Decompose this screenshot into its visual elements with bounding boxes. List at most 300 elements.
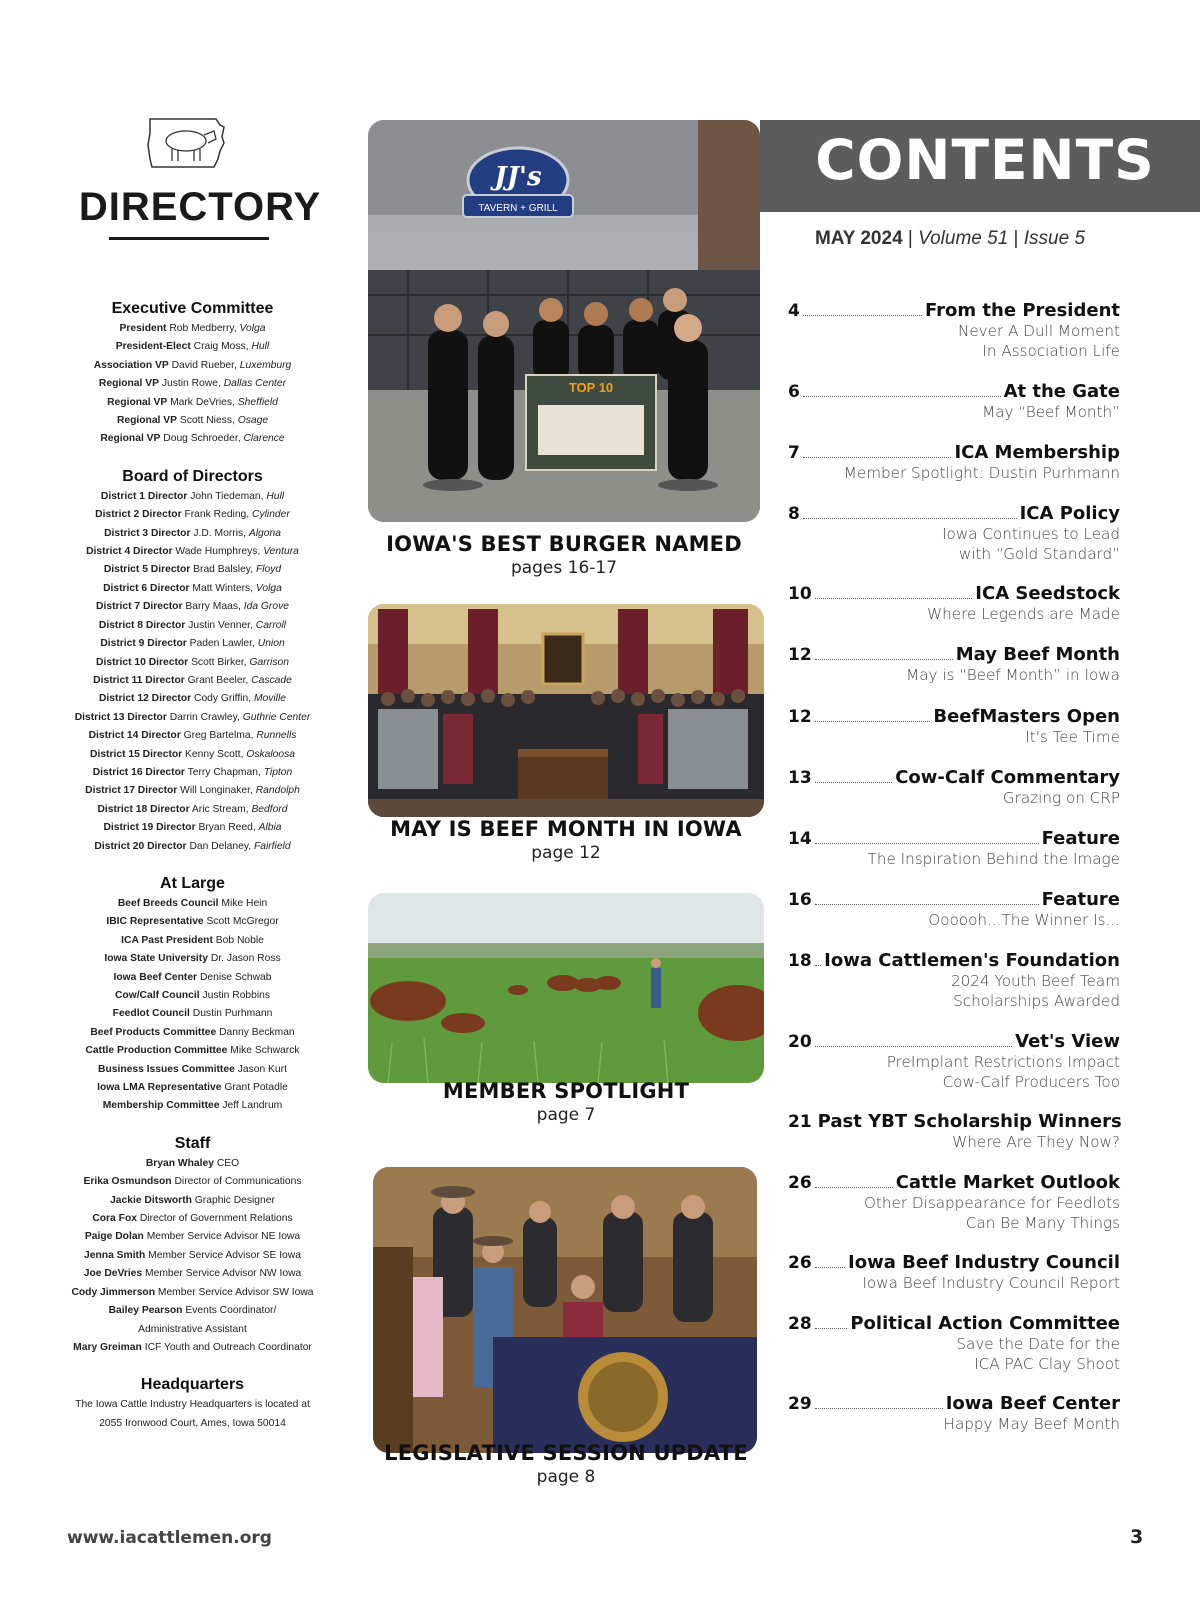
toc-leader-dots	[815, 965, 821, 966]
entry-name: Scott McGregor	[206, 916, 279, 928]
toc-entry-line	[788, 1111, 1120, 1132]
entry-name: David Rueber,	[171, 359, 237, 371]
directory-section-heading: Executive Committee	[111, 300, 274, 317]
entry-role: District 13 Director	[74, 711, 167, 723]
toc-leader-dots	[815, 782, 893, 783]
directory-entry	[60, 430, 325, 448]
entry-role: District 16 Director	[92, 766, 185, 778]
feature-caption-burger	[364, 532, 764, 578]
toc-leader-dots	[815, 843, 1039, 844]
entry-role: Feedlot Council	[112, 1008, 190, 1020]
entry-role: Jenna Smith	[84, 1249, 146, 1261]
entry-name: Member Service Advisor NW Iowa	[145, 1268, 302, 1280]
directory-entry	[60, 1192, 325, 1210]
footer-url[interactable]: www.iacattlemen.org	[67, 1528, 272, 1548]
entry-name: Aric Stream,	[191, 803, 249, 815]
toc-entry[interactable]	[788, 1252, 1120, 1293]
toc-subtitle: Member Spotlight: Dustin Purhmann	[843, 464, 1120, 482]
feature-pages: pages 16-17	[510, 558, 618, 578]
entry-town: Volga	[255, 582, 282, 594]
directory-entry	[60, 801, 325, 819]
toc-page-number: 12	[788, 707, 812, 727]
toc-leader-dots	[815, 1046, 1012, 1047]
entry-role: Jackie Ditsworth	[110, 1194, 192, 1206]
toc-subtitle: Save the Date for the	[956, 1335, 1120, 1353]
toc-entry-line	[788, 442, 1120, 463]
issue-line	[800, 228, 1100, 250]
entry-town: Algona	[248, 527, 281, 539]
toc-entry-line	[788, 644, 1120, 665]
toc-leader-dots	[815, 1187, 893, 1188]
toc-entry[interactable]	[788, 1172, 1120, 1233]
toc-subtitle: The Inspiration Behind the Image	[867, 850, 1120, 868]
toc-entry-line	[788, 1313, 1120, 1334]
toc-title: ICA Membership	[954, 442, 1120, 463]
entry-role: District 1 Director	[100, 490, 188, 502]
legislative-session-photo	[373, 1167, 757, 1453]
directory-entry	[60, 1321, 325, 1339]
toc-entry-line	[788, 950, 1120, 971]
entry-name: Director of Communications	[174, 1176, 302, 1188]
toc-entry-line	[788, 381, 1120, 402]
entry-role: District 8 Director	[98, 619, 186, 631]
directory-entry	[60, 672, 325, 690]
toc-page-number: 29	[788, 1394, 812, 1414]
toc-title: Past YBT Scholarship Winners	[817, 1111, 1122, 1132]
directory-list	[60, 298, 325, 1450]
toc-page-number: 18	[788, 951, 812, 971]
directory-entry	[60, 709, 325, 727]
entry-role: Regional VP	[116, 415, 178, 427]
entry-name: Dr. Jason Ross	[210, 953, 281, 965]
entry-name: Terry Chapman,	[187, 766, 261, 778]
toc-entry-line	[788, 1031, 1120, 1052]
entry-role: Joe DeVries	[83, 1268, 143, 1280]
entry-town: Randolph	[255, 785, 300, 797]
toc-entry[interactable]	[788, 583, 1120, 624]
toc-entry-line	[788, 828, 1120, 849]
entry-role: District 15 Director	[90, 748, 183, 760]
svg-text:JJ's: JJ's	[494, 162, 542, 192]
toc-title: Cattle Market Outlook	[895, 1172, 1120, 1193]
toc-title: From the President	[925, 300, 1120, 321]
toc-subtitle: Cow-Calf Producers Too	[942, 1073, 1120, 1091]
directory-section	[60, 873, 325, 1116]
toc-subtitle: Happy May Beef Month	[943, 1415, 1120, 1433]
toc-subtitle: Scholarships Awarded	[953, 992, 1120, 1010]
jjs-sign	[463, 148, 573, 217]
directory-entry	[60, 727, 325, 745]
directory-entry	[60, 819, 325, 837]
entry-name: Paden Lawler,	[189, 638, 255, 650]
entry-name: Bob Noble	[215, 934, 264, 946]
directory-entry	[60, 635, 325, 653]
directory-entry	[60, 375, 325, 393]
toc-entry-line	[788, 503, 1120, 524]
entry-name: Bryan Reed,	[198, 822, 256, 834]
toc-subtitle: ICA PAC Clay Shoot	[974, 1355, 1120, 1373]
entry-name: J.D. Morris,	[193, 527, 246, 539]
toc-entry[interactable]	[788, 828, 1120, 869]
directory-entry	[60, 1005, 325, 1023]
directory-entry	[60, 1339, 325, 1357]
entry-name: Scott Birker,	[191, 656, 247, 668]
entry-town: Hull	[251, 341, 270, 353]
toc-subtitle: May “Beef Month”	[982, 403, 1120, 421]
directory-entry	[60, 987, 325, 1005]
directory-entry	[60, 617, 325, 635]
entry-role: District 2 Director	[95, 509, 182, 521]
member-spotlight-photo	[368, 893, 764, 1083]
toc-title: ICA Policy	[1019, 503, 1120, 524]
toc-leader-dots	[815, 659, 953, 660]
headquarters-section	[60, 1374, 325, 1433]
directory-entry	[60, 525, 325, 543]
entry-town: Union	[257, 638, 285, 650]
entry-role: District 6 Director	[103, 582, 190, 594]
headquarters-text: The Iowa Cattle Industry Headquarters is located at	[75, 1399, 310, 1411]
entry-town: Ventura	[263, 546, 299, 558]
entry-name: CEO	[216, 1157, 240, 1169]
directory-entry	[60, 913, 325, 931]
entry-name: Mike Schwarck	[230, 1045, 300, 1057]
entry-role: Erika Osmundson	[83, 1176, 172, 1188]
issue-separator: |	[1008, 228, 1024, 249]
entry-name: Grant Beeler,	[187, 674, 249, 686]
directory-entry	[60, 838, 325, 856]
toc-title: Iowa Beef Industry Council	[848, 1252, 1120, 1273]
entry-town: Guthrie Center	[242, 711, 311, 723]
directory-entry	[60, 746, 325, 764]
toc-entry-line	[788, 583, 1120, 604]
entry-role: Iowa Beef Center	[113, 971, 198, 983]
entry-name: Denise Schwab	[199, 971, 272, 983]
toc-entry[interactable]	[788, 889, 1120, 930]
entry-name: Scott Niess,	[179, 415, 235, 427]
entry-role: ICA Past President	[121, 934, 213, 946]
directory-entry	[60, 969, 325, 987]
directory-entry	[60, 950, 325, 968]
toc-title: BeefMasters Open	[933, 706, 1120, 727]
toc-entry[interactable]	[788, 503, 1120, 564]
entry-name: Dustin Purhmann	[192, 1008, 273, 1020]
entry-name: Mark DeVries,	[170, 396, 235, 408]
issue-number: Issue 5	[1023, 228, 1086, 249]
directory-entry	[60, 764, 325, 782]
entry-role: District 7 Director	[96, 601, 183, 613]
directory-entry	[60, 1024, 325, 1042]
toc-entry-line	[788, 767, 1120, 788]
directory-entry	[60, 1042, 325, 1060]
toc-entry-line	[788, 1172, 1120, 1193]
toc-leader-dots	[803, 457, 952, 458]
beef-month-photo	[368, 604, 764, 817]
entry-role: District 14 Director	[88, 730, 181, 742]
entry-town: Runnells	[256, 730, 297, 742]
entry-role: Beef Breeds Council	[117, 897, 219, 909]
toc-entry[interactable]	[788, 1313, 1120, 1374]
toc-page-number: 16	[788, 890, 812, 910]
entry-town: Cylinder	[252, 509, 290, 521]
toc-entry[interactable]	[788, 706, 1120, 747]
toc-title: Political Action Committee	[850, 1313, 1120, 1334]
issue-month: MAY 2024	[814, 228, 903, 249]
toc-page-number: 10	[788, 584, 812, 604]
entry-name: Justin Venner,	[188, 619, 253, 631]
entry-name: Director of Government Relations	[139, 1213, 293, 1225]
directory-entry	[60, 782, 325, 800]
directory-entry	[60, 1173, 325, 1191]
entry-town: Ida Grove	[243, 601, 289, 613]
entry-name: John Tiedeman,	[190, 490, 264, 502]
toc-subtitle: Other Disappearance for Feedlots	[863, 1194, 1120, 1212]
toc-subtitle: with “Gold Standard”	[958, 545, 1120, 563]
svg-text:TOP 10: TOP 10	[568, 380, 614, 395]
entry-role: District 17 Director	[85, 785, 178, 797]
entry-town: Floyd	[255, 564, 282, 576]
toc-subtitle: Iowa Beef Industry Council Report	[862, 1274, 1120, 1292]
toc-title: Iowa Cattlemen's Foundation	[824, 950, 1120, 971]
toc-subtitle: Iowa Continues to Lead	[942, 525, 1120, 543]
entry-role: Iowa LMA Representative	[97, 1082, 222, 1094]
toc-subtitle: May is “Beef Month” in Iowa	[906, 666, 1120, 684]
feature-title: MAY IS BEEF MONTH IN IOWA	[390, 817, 742, 841]
feature-pages: page 12	[531, 843, 601, 863]
toc-subtitle: It's Tee Time	[1025, 728, 1120, 746]
directory-entry	[60, 1097, 325, 1115]
entry-name: Matt Winters,	[192, 582, 254, 594]
toc-entry[interactable]	[788, 950, 1120, 1011]
burger-winner-photo	[368, 120, 760, 522]
directory-entry	[60, 932, 325, 950]
toc-page-number: 6	[788, 382, 800, 402]
entry-role: District 20 Director	[94, 840, 187, 852]
toc-page-number: 13	[788, 768, 812, 788]
directory-entry	[60, 1079, 325, 1097]
toc-entry[interactable]	[788, 300, 1120, 361]
entry-role: Mary Greiman	[73, 1341, 142, 1353]
directory-entry	[60, 1061, 325, 1079]
entry-town: Carroll	[255, 619, 287, 631]
toc-title: ICA Seedstock	[975, 583, 1120, 604]
toc-leader-dots	[803, 396, 1001, 397]
toc-subtitle: Oooooh...The Winner Is...	[928, 911, 1120, 929]
entry-name: Kenny Scott,	[185, 748, 244, 760]
entry-role: Regional VP	[100, 433, 161, 445]
toc-entry[interactable]	[788, 644, 1120, 685]
toc-subtitle: In Association Life	[982, 342, 1120, 360]
directory-entry	[60, 690, 325, 708]
toc-subtitle: Grazing on CRP	[1002, 789, 1120, 807]
directory-section	[60, 466, 325, 856]
svg-text:TAVERN + GRILL: TAVERN + GRILL	[478, 203, 558, 214]
entry-role: District 18 Director	[97, 803, 190, 815]
entry-name: Danny Beckman	[219, 1026, 295, 1038]
toc-page-number: 20	[788, 1032, 812, 1052]
entry-name: Brad Balsley,	[193, 564, 254, 576]
toc-page-number: 7	[788, 443, 800, 463]
entry-role: District 9 Director	[100, 638, 187, 650]
entry-town: Sheffield	[237, 396, 278, 408]
directory-entry	[60, 1302, 325, 1320]
entry-name: Administrative Assistant	[138, 1323, 247, 1335]
entry-name: Cody Griffin,	[194, 693, 252, 705]
entry-name: Member Service Advisor SW Iowa	[157, 1286, 314, 1298]
directory-entry	[60, 1247, 325, 1265]
feature-title: MEMBER SPOTLIGHT	[442, 1079, 690, 1103]
entry-town: Fairfield	[253, 840, 291, 852]
toc-page-number: 26	[788, 1253, 812, 1273]
toc-leader-dots	[815, 1408, 943, 1409]
toc-leader-dots	[803, 518, 1017, 519]
directory-entry	[60, 543, 325, 561]
iowa-cow-logo	[146, 115, 226, 171]
toc-page-number: 14	[788, 829, 812, 849]
entry-name: Grant Potadle	[224, 1082, 288, 1094]
entry-name: Justin Robbins	[202, 990, 271, 1001]
toc-entry-line	[788, 889, 1120, 910]
directory-entry	[60, 320, 325, 338]
entry-role: Cattle Production Committee	[85, 1045, 228, 1057]
directory-entry	[60, 394, 325, 412]
directory-entry	[60, 580, 325, 598]
feature-pages: page 8	[536, 1467, 596, 1487]
toc-entry[interactable]	[788, 1031, 1120, 1092]
toc-title: Feature	[1041, 889, 1120, 910]
directory-entry	[60, 1210, 325, 1228]
entry-name: Greg Bartelma,	[183, 730, 254, 742]
entry-name: Member Service Advisor SE Iowa	[148, 1249, 301, 1261]
toc-entry[interactable]	[788, 767, 1120, 808]
directory-title: DIRECTORY	[78, 185, 322, 229]
directory-entry	[60, 1155, 325, 1173]
toc-page-number: 4	[788, 301, 800, 321]
feature-caption-spotlight	[366, 1079, 766, 1125]
entry-role: Membership Committee	[102, 1100, 220, 1112]
toc-leader-dots	[815, 598, 973, 599]
entry-role: District 11 Director	[93, 674, 185, 686]
entry-role: Bryan Whaley	[145, 1157, 214, 1169]
entry-role: Cody Jimmerson	[71, 1286, 155, 1298]
entry-role: District 3 Director	[104, 527, 191, 539]
toc-entry[interactable]	[788, 1393, 1120, 1434]
toc-entry-line	[788, 1393, 1120, 1414]
toc-entry[interactable]	[788, 381, 1120, 422]
entry-town: Clarence	[243, 433, 285, 445]
entry-role: District 4 Director	[86, 546, 173, 558]
toc-leader-dots	[815, 721, 931, 722]
entry-name: Frank Reding,	[184, 509, 250, 521]
toc-leader-dots	[803, 315, 922, 316]
toc-title: Cow-Calf Commentary	[895, 767, 1120, 788]
entry-role: Association VP	[93, 359, 169, 371]
toc-page-number: 26	[788, 1173, 812, 1193]
entry-town: Bedford	[251, 803, 288, 815]
toc-leader-dots	[815, 1328, 848, 1329]
entry-town: Luxemburg	[239, 359, 292, 371]
toc-page-number: 28	[788, 1314, 812, 1334]
entry-role: Cow/Calf Council	[114, 990, 200, 1001]
entry-role: President-Elect	[115, 341, 191, 353]
page-number: 3	[1130, 1526, 1144, 1548]
directory-entry	[60, 1284, 325, 1302]
entry-town: Garrison	[249, 656, 289, 668]
toc-entry-line	[788, 706, 1120, 727]
toc-page-number: 21	[788, 1112, 812, 1132]
toc-leader-dots	[815, 904, 1039, 905]
toc-entry[interactable]	[788, 1111, 1120, 1152]
toc-title: At the Gate	[1003, 381, 1120, 402]
toc-subtitle: Where Are They Now?	[952, 1133, 1120, 1151]
directory-entry	[60, 598, 325, 616]
toc-subtitle: Where Legends are Made	[927, 605, 1120, 623]
entry-role: Regional VP	[107, 396, 168, 408]
entry-name: Wade Humphreys,	[175, 546, 261, 558]
toc-title: Iowa Beef Center	[945, 1393, 1120, 1414]
toc-page-number: 12	[788, 645, 812, 665]
entry-name: Justin Rowe,	[161, 378, 221, 390]
entry-town: Oskaloosa	[246, 748, 295, 760]
entry-town: Cascade	[251, 674, 292, 686]
entry-town: Dallas Center	[223, 378, 287, 390]
entry-name: Will Longinaker,	[180, 785, 253, 797]
entry-town: Albia	[258, 822, 282, 834]
entry-name: Events Coordinator/	[185, 1305, 277, 1317]
directory-section	[60, 1133, 325, 1357]
entry-name: Craig Moss,	[193, 341, 249, 353]
entry-role: Beef Products Committee	[90, 1026, 217, 1038]
entry-role: President	[119, 323, 167, 334]
feature-caption-legislative	[366, 1441, 766, 1487]
directory-entry	[60, 1265, 325, 1283]
entry-name: ICF Youth and Outreach Coordinator	[144, 1341, 312, 1353]
directory-entry	[60, 506, 325, 524]
entry-role: District 5 Director	[103, 564, 191, 576]
directory-entry	[60, 412, 325, 430]
entry-role: Business Issues Committee	[98, 1063, 235, 1075]
feature-title: LEGISLATIVE SESSION UPDATE	[384, 1441, 748, 1465]
toc-entry[interactable]	[788, 442, 1120, 483]
toc-title: Vet's View	[1015, 1031, 1120, 1052]
directory-section	[60, 298, 325, 449]
entry-name: Darrin Crawley,	[169, 711, 240, 723]
directory-entry	[60, 357, 325, 375]
directory-section-heading: Board of Directors	[122, 467, 263, 485]
directory-entry	[60, 338, 325, 356]
entry-role: Cora Fox	[92, 1213, 137, 1225]
toc-subtitle: Can Be Many Things	[965, 1214, 1120, 1232]
entry-role: Iowa State University	[104, 953, 208, 965]
entry-town: Tipton	[263, 766, 293, 778]
toc-page-number: 8	[788, 504, 800, 524]
toc-subtitle: 2024 Youth Beef Team	[950, 972, 1120, 990]
entry-name: Mike Hein	[221, 897, 268, 909]
toc-title: May Beef Month	[955, 644, 1120, 665]
entry-role: District 19 Director	[103, 822, 196, 834]
entry-role: District 12 Director	[99, 693, 192, 705]
contents-title: CONTENTS	[815, 128, 1155, 192]
toc-leader-dots	[815, 1267, 845, 1268]
directory-entry	[60, 1228, 325, 1246]
toc-subtitle: PreImplant Restrictions Impact	[886, 1053, 1120, 1071]
entry-town: Moville	[253, 693, 286, 705]
entry-name: Jeff Landrum	[222, 1100, 283, 1112]
headquarters-address: 2055 Ironwood Court, Ames, Iowa 50014	[99, 1417, 286, 1429]
feature-title: IOWA'S BEST BURGER NAMED	[386, 532, 742, 556]
entry-name: Dan Delaney,	[189, 840, 252, 852]
entry-role: IBIC Representative	[106, 916, 204, 928]
directory-section-heading: Staff	[174, 1134, 211, 1152]
